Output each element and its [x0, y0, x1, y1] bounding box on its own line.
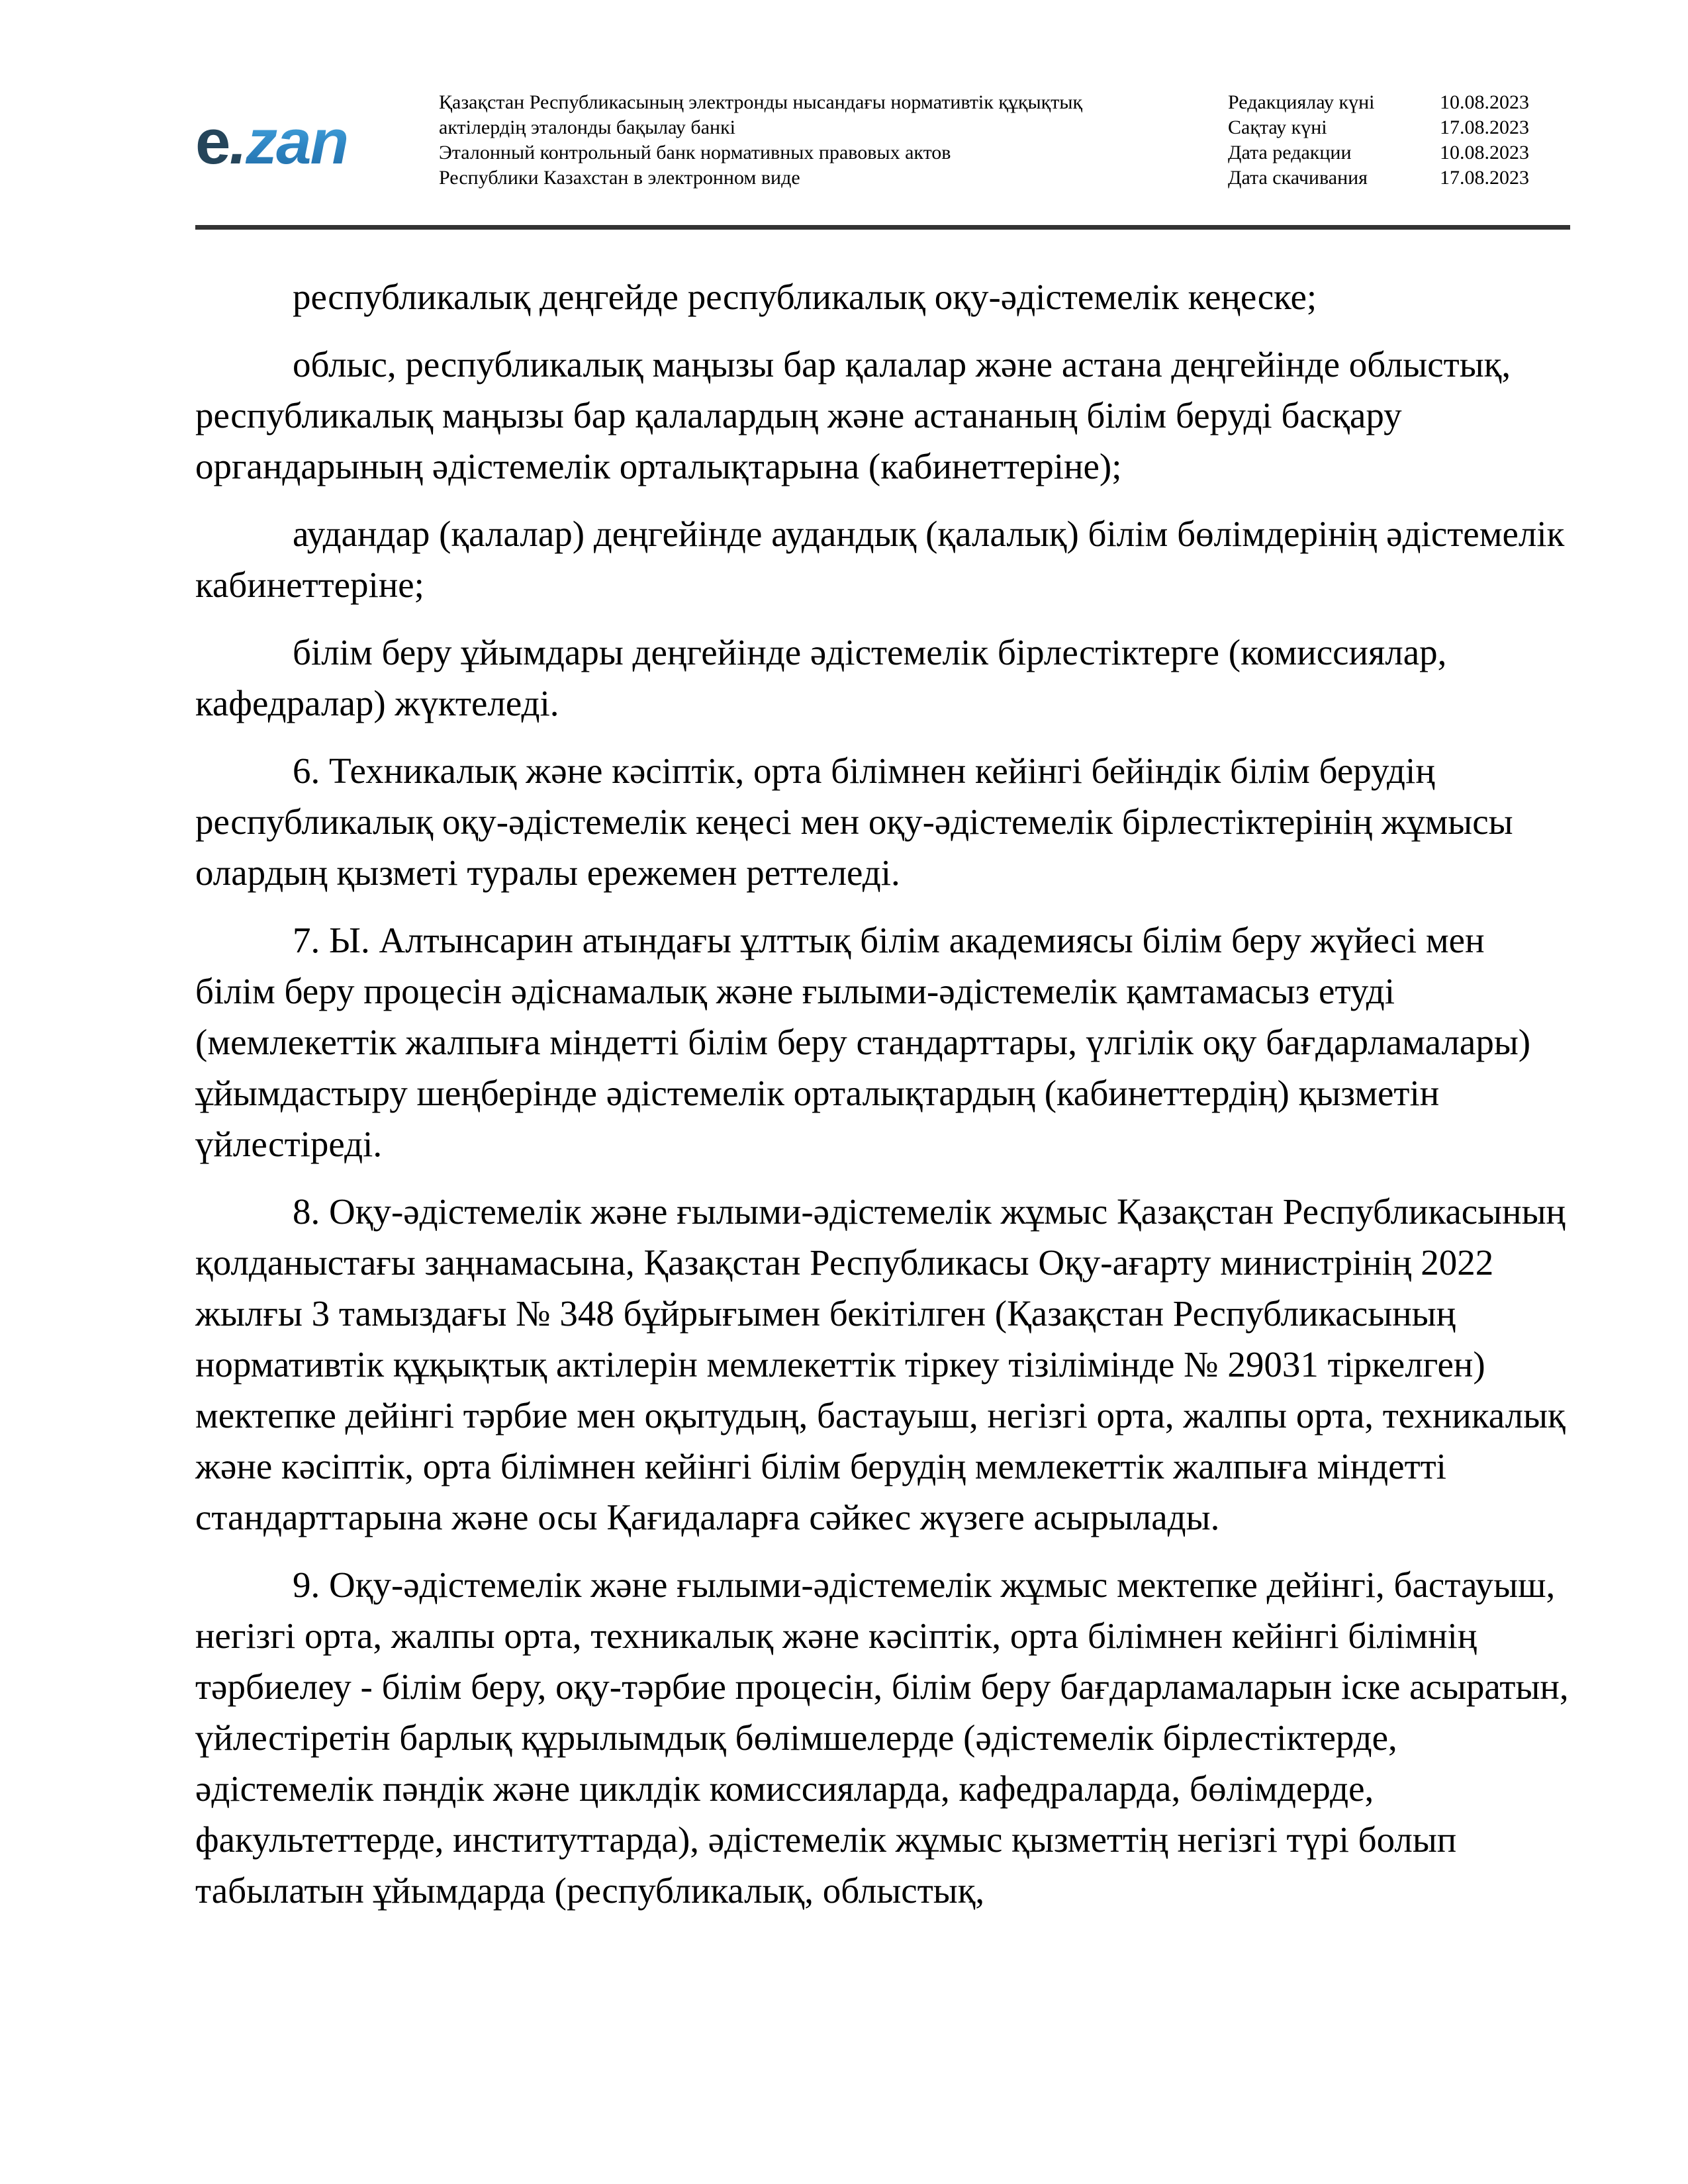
meta-row-edit-date-kz — [1228, 90, 1572, 115]
meta-row-save-date-kz — [1228, 115, 1572, 140]
document-header — [195, 79, 1570, 225]
header-divider — [195, 225, 1570, 230]
meta-value: 17.08.2023 — [1440, 167, 1529, 189]
header-desc-line: Қазақстан Республикасының электронды нысандағы нормативтік құқықтық — [439, 91, 1083, 113]
paragraph-item-7: 7. Ы. Алтынсарин атындағы ұлттық білім академиясы білім беру жүйесі мен білім беру процесін әдіснамалық және ғылыми-әдістемелік қамтамасыз етуді (мемлекеттік жалпыға міндетті білім беру стандарттары, үлгілік оқу бағдарламалары) ұйымдастыру шеңберінде әдістемелік орталықтардың (кабинеттердің) қызметін үйлестіреді. — [195, 920, 1531, 1164]
header-desc-line: Республики Казахстан в электронном виде — [439, 167, 800, 189]
paragraph-item-8: 8. Оқу-әдістемелік және ғылыми-әдістемелік жұмыс Қазақстан Республикасының қолданыстағы заңнамасына, Қазақстан Республикасы Оқу-ағарту министрінің 2022 жылғы 3 тамыздағы № 348 бұйрығымен бекітілген (Қазақстан Республикасының нормативтік құқықтық актілерін мемлекеттік тіркеу тізілімінде № 29031 тіркелген) мектепке дейінгі тәрбие мен оқытудың, бастауыш, негізгі орта, жалпы орта, техникалық және кәсіптік, орта білімнен кейінгі білім берудің мемлекеттік жалпыға міндетті стандарттарына және осы Қағидаларға сәйкес жүзеге асырылады. — [195, 1191, 1566, 1537]
meta-label: Дата скачивания — [1228, 167, 1368, 189]
meta-value: 10.08.2023 — [1440, 142, 1529, 163]
paragraph-item-9: 9. Оқу-әдістемелік және ғылыми-әдістемелік жұмыс мектепке дейінгі, бастауыш, негізгі орта, жалпы орта, техникалық және кәсіптік, орта білімнен кейінгі білімнің тәрбиелеу - білім беру, оқу-тәрбие процесін, білім беру бағдарламаларын іске асыратын, үйлестіретін барлық құрылымдық бөлімшелерде (әдістемелік бірлестіктерде, әдістемелік пәндік және циклдік комиссияларда, кафедраларда, бөлімдерде, факультеттерде, институттарда), әдістемелік жұмыс қызметтің негізгі түрі болып табылатын ұйымдарда (республикалық, облыстық, — [195, 1565, 1569, 1911]
header-desc-line: актілердің эталонды бақылау банкі — [439, 116, 735, 138]
logo-dot: . — [229, 107, 246, 177]
ezan-logo — [195, 106, 348, 179]
logo-zan: zan — [246, 107, 348, 177]
paragraph: аудандар (қалалар) деңгейінде аудандық (қалалық) білім бөлімдерінің әдістемелік кабинеттеріне; — [195, 514, 1565, 605]
logo-e: e — [195, 107, 230, 177]
meta-row-download-date-ru — [1228, 165, 1572, 191]
meta-label: Дата редакции — [1228, 142, 1352, 163]
paragraph: білім беру ұйымдары деңгейінде әдістемелік бірлестіктерге (комиссиялар, кафедралар) жүктеледі. — [195, 632, 1447, 723]
meta-value: 10.08.2023 — [1440, 91, 1529, 113]
paragraph: республикалық деңгейде республикалық оқу-әдістемелік кеңеске; — [293, 277, 1317, 317]
meta-value: 17.08.2023 — [1440, 116, 1529, 138]
paragraph: облыс, республикалық маңызы бар қалалар және астана деңгейінде облыстық, республикалық маңызы бар қалалардың және астананың білім беруді басқару органдарының әдістемелік орталықтарына (кабинеттеріне); — [195, 344, 1511, 486]
meta-label: Редакциялау күні — [1228, 91, 1375, 113]
paragraph-item-6: 6. Техникалық және кәсіптік, орта білімнен кейінгі бейіндік білім берудің республикалық оқу-әдістемелік кеңесі мен оқу-әдістемелік бірлестіктерінің жұмысы олардың қызметі туралы ережемен реттеледі. — [195, 751, 1513, 893]
meta-label: Сақтау күні — [1228, 116, 1327, 138]
document-body — [195, 271, 1572, 1933]
header-meta-table — [1228, 90, 1572, 191]
meta-row-edit-date-ru — [1228, 140, 1572, 165]
header-description — [439, 90, 1167, 191]
header-desc-line: Эталонный контрольный банк нормативных правовых актов — [439, 142, 951, 163]
